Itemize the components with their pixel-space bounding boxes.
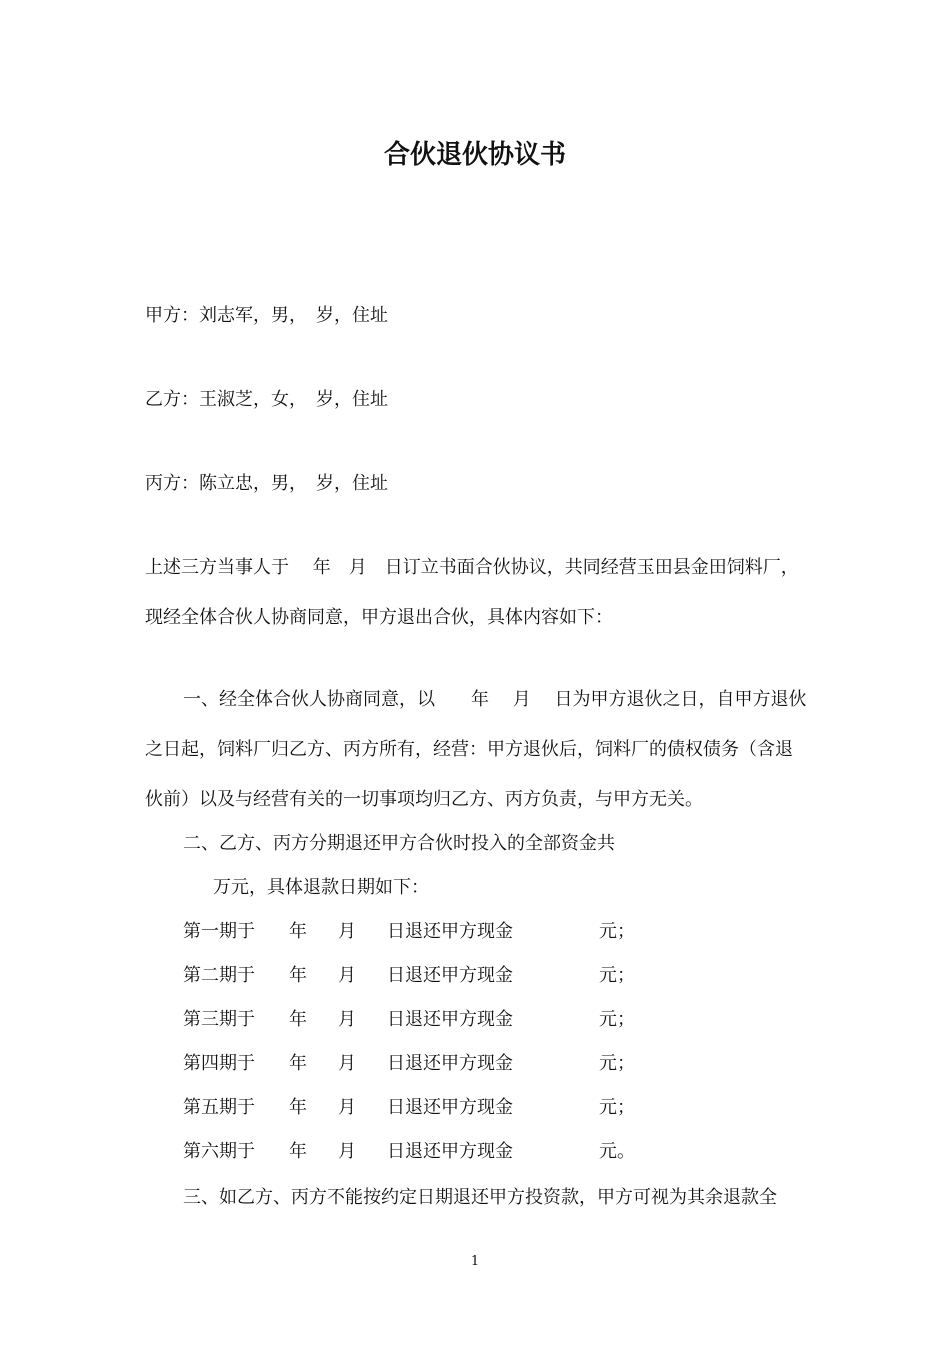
schedule-day-text: 日退还甲方现金 <box>387 965 513 986</box>
schedule-day-text: 日退还甲方现金 <box>387 921 513 942</box>
schedule-month: 月 <box>338 1053 356 1074</box>
schedule-year: 年 <box>289 921 307 942</box>
schedule-unit: 元； <box>599 1009 635 1030</box>
party-b: 乙方：王淑芝，女， 岁，住址 <box>145 389 388 410</box>
page-number: 1 <box>470 1254 480 1269</box>
schedule-period: 第四期于 <box>183 1053 255 1074</box>
schedule-month: 月 <box>338 1097 356 1118</box>
document-title: 合伙退伙协议书 <box>383 140 566 170</box>
schedule-year: 年 <box>289 1009 307 1030</box>
schedule-period: 第一期于 <box>183 921 255 942</box>
schedule-unit: 元； <box>599 1053 635 1074</box>
clause-3-line-1: 三、如乙方、丙方不能按约定日期退还甲方投资款，甲方可视为其余退款全 <box>183 1187 777 1208</box>
schedule-day-text: 日退还甲方现金 <box>387 1097 513 1118</box>
schedule-unit: 元； <box>599 1097 635 1118</box>
schedule-month: 月 <box>338 1009 356 1030</box>
intro-line-2: 现经全体合伙人协商同意，甲方退出合伙，具体内容如下： <box>145 607 613 628</box>
schedule-period: 第六期于 <box>183 1141 255 1162</box>
schedule-year: 年 <box>289 965 307 986</box>
schedule-period: 第三期于 <box>183 1009 255 1030</box>
schedule-unit: 元； <box>599 921 635 942</box>
schedule-month: 月 <box>338 965 356 986</box>
clause-1-line-2: 之日起，饲料厂归乙方、丙方所有，经营：甲方退伙后，饲料厂的债权债务（含退 <box>145 739 793 760</box>
schedule-day-text: 日退还甲方现金 <box>387 1009 513 1030</box>
schedule-row <box>183 1052 643 1076</box>
schedule-row <box>183 964 643 988</box>
schedule-period: 第二期于 <box>183 965 255 986</box>
clause-1-line-3: 伙前）以及与经营有关的一切事项均归乙方、丙方负责，与甲方无关。 <box>145 789 703 810</box>
party-a: 甲方：刘志军，男， 岁，住址 <box>145 305 388 326</box>
intro-line-1: 上述三方当事人于 年 月 日订立书面合伙协议，共同经营玉田县金田饲料厂， <box>145 557 799 578</box>
schedule-day-text: 日退还甲方现金 <box>387 1053 513 1074</box>
schedule-year: 年 <box>289 1141 307 1162</box>
schedule-row <box>183 1008 643 1032</box>
schedule-period: 第五期于 <box>183 1097 255 1118</box>
clause-1-line-1: 一、经全体合伙人协商同意，以 年 月 日为甲方退伙之日，自甲方退伙 <box>183 689 807 710</box>
schedule-year: 年 <box>289 1097 307 1118</box>
party-c: 丙方：陈立忠，男， 岁，住址 <box>145 473 388 494</box>
clause-2-line-1: 二、乙方、丙方分期退还甲方合伙时投入的全部资金共 <box>183 833 615 854</box>
clause-2-line-2: 万元，具体退款日期如下： <box>213 877 429 898</box>
schedule-month: 月 <box>338 921 356 942</box>
schedule-month: 月 <box>338 1141 356 1162</box>
schedule-row <box>183 1096 643 1120</box>
schedule-unit: 元； <box>599 965 635 986</box>
schedule-row <box>183 920 643 944</box>
schedule-day-text: 日退还甲方现金 <box>387 1141 513 1162</box>
schedule-row <box>183 1140 643 1164</box>
schedule-unit: 元。 <box>599 1141 635 1162</box>
schedule-year: 年 <box>289 1053 307 1074</box>
